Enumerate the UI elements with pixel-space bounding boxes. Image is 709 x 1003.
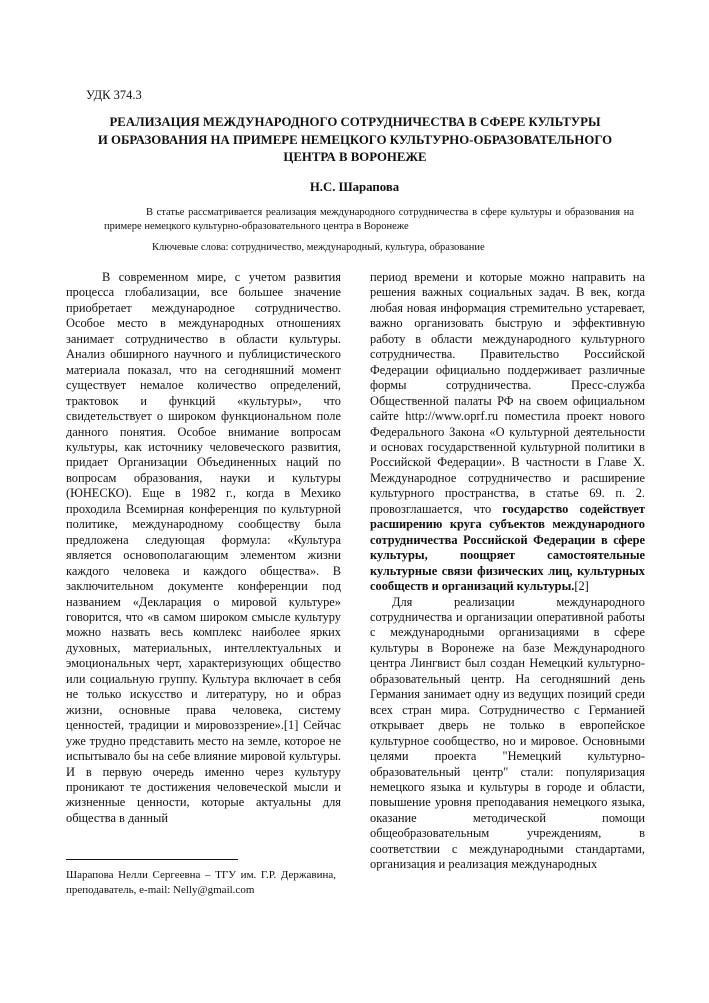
author-name: Н.С. Шарапова [309,180,400,194]
keywords: Ключевые слова: сотрудничество, международный, культура, образование [152,242,485,253]
footnote-divider [66,859,238,860]
right-paragraph-1 [370,270,645,595]
title-line-2: И ОБРАЗОВАНИЯ НА ПРИМЕРЕ НЕМЕЦКОГО КУЛЬТУРНО-ОБРАЗОВАТЕЛЬНОГО [97,132,613,147]
right-paragraph-1-bold-quote: государство содействует расширению круга субъектов международного сотрудничества Российской Федерации в сфере культуры, поощряет самостоятельные культурные связи физических лиц, культурных сообществ и организаций культуры. [370,501,645,594]
right-paragraph-2: Для реализации международного сотрудничества и организации оперативной работы с международными организациями в сфере культуры в Воронеже на базе Международного центра Лингвист был создан Немецкий культурно-образовательный центр. На сегодняшний день Германия занимает одну из ведущих позиций среди всех стран мира. Сотрудничество с Германией открывает дверь не только в европейское культурное сообщество, но и мировое. Основными целями проекта "Немецкий культурно-образовательный центр" стали: популяризация немецкого языка и культуры в городе и области, повышение уровня преподавания немецкого языка, оказание методической помощи общеобразовательным учреждениям, в соответствии с международными стандартами, организация и реализация международных [370,594,645,872]
title-line-3: ЦЕНТРА В ВОРОНЕЖЕ [283,150,427,164]
left-paragraph-1: В современном мире, с учетом развития процесса глобализации, все большее значение приобретает международное сотрудничество. Особое место в международных отношениях занимает сотрудничество в области культуры. Анализ обширного научного и публицистического материала показал, что на сегодняшний момент существует немалое количество определений, трактовок и функций «культуры», что свидетельствует о широком функциональном поле данного понятия. Особое внимание вопросам культуры, как источнику человеческого развития, придает Организации Объединенных наций по вопросам образования, науки и культуры (ЮНЕСКО). Еще в 1982 г., когда в Мехико проходила Всемирная конференция по культурной политике, международному сообществу была предложена следующая формула: «Культура является основополагающим элементом жизни каждого человека и каждого общества». В заключительном документе конференции под названием «Декларация о мировой культуре» говорится, что «в самом широком смысле культуру можно назвать весь комплекс наиболее ярких духовных, материальных, интеллектуальных и эмоциональных черт, характеризующих общество или социальную группу. Культура включает в себя не только искусство и литературу, но и образ жизни, основные права человека, систему ценностей, традиции и мировоззрение».[1] Сейчас уже трудно представить место на земле, которое не испытывало бы на себе влияние мировой культуры. И в первую очередь именно через культуру проникают те достижения человеческой мысли и жизненные ценности, которые актуальны для общества в данный [66,270,341,825]
right-column [370,270,645,873]
right-paragraph-1-reference: [2] [574,579,589,594]
right-paragraph-1-text: период времени и которые можно направить на решения важных социальных задач. В век, когда любая новая информация стремительно устаревает, важно организовать быструю и эффективную работу в области международного культурного сотрудничества. Правительство Российской Федерации официально поддерживает различные формы сотрудничества. Пресс-служба Общественной палаты РФ на своем официальном сайте http://www.oprf.ru поместила проект нового Федерального Закона «О культурной деятельности и основах государственной культурной политики в Российской Федерации». В частности в Главе X. Международное сотрудничество и расширение культурного пространства, в статье 69. п. 2. провозглашается, что [370,270,645,516]
left-column [66,270,341,826]
title-line-1: РЕАЛИЗАЦИЯ МЕЖДУНАРОДНОГО СОТРУДНИЧЕСТВА В СФЕРЕ КУЛЬТУРЫ [109,115,601,129]
udk-code: УДК 374.3 [86,88,142,102]
article-title [70,114,640,167]
author-footnote: Шарапова Нелли Сергеевна – ТГУ им. Г.Р. Державина, преподаватель, e-mail: Nelly@gmail.com [66,869,336,896]
abstract: В статье рассматривается реализация международного сотрудничества в сфере культуры и образования на примере немецкого культурно-образовательного центра в Воронеже [104,207,634,232]
